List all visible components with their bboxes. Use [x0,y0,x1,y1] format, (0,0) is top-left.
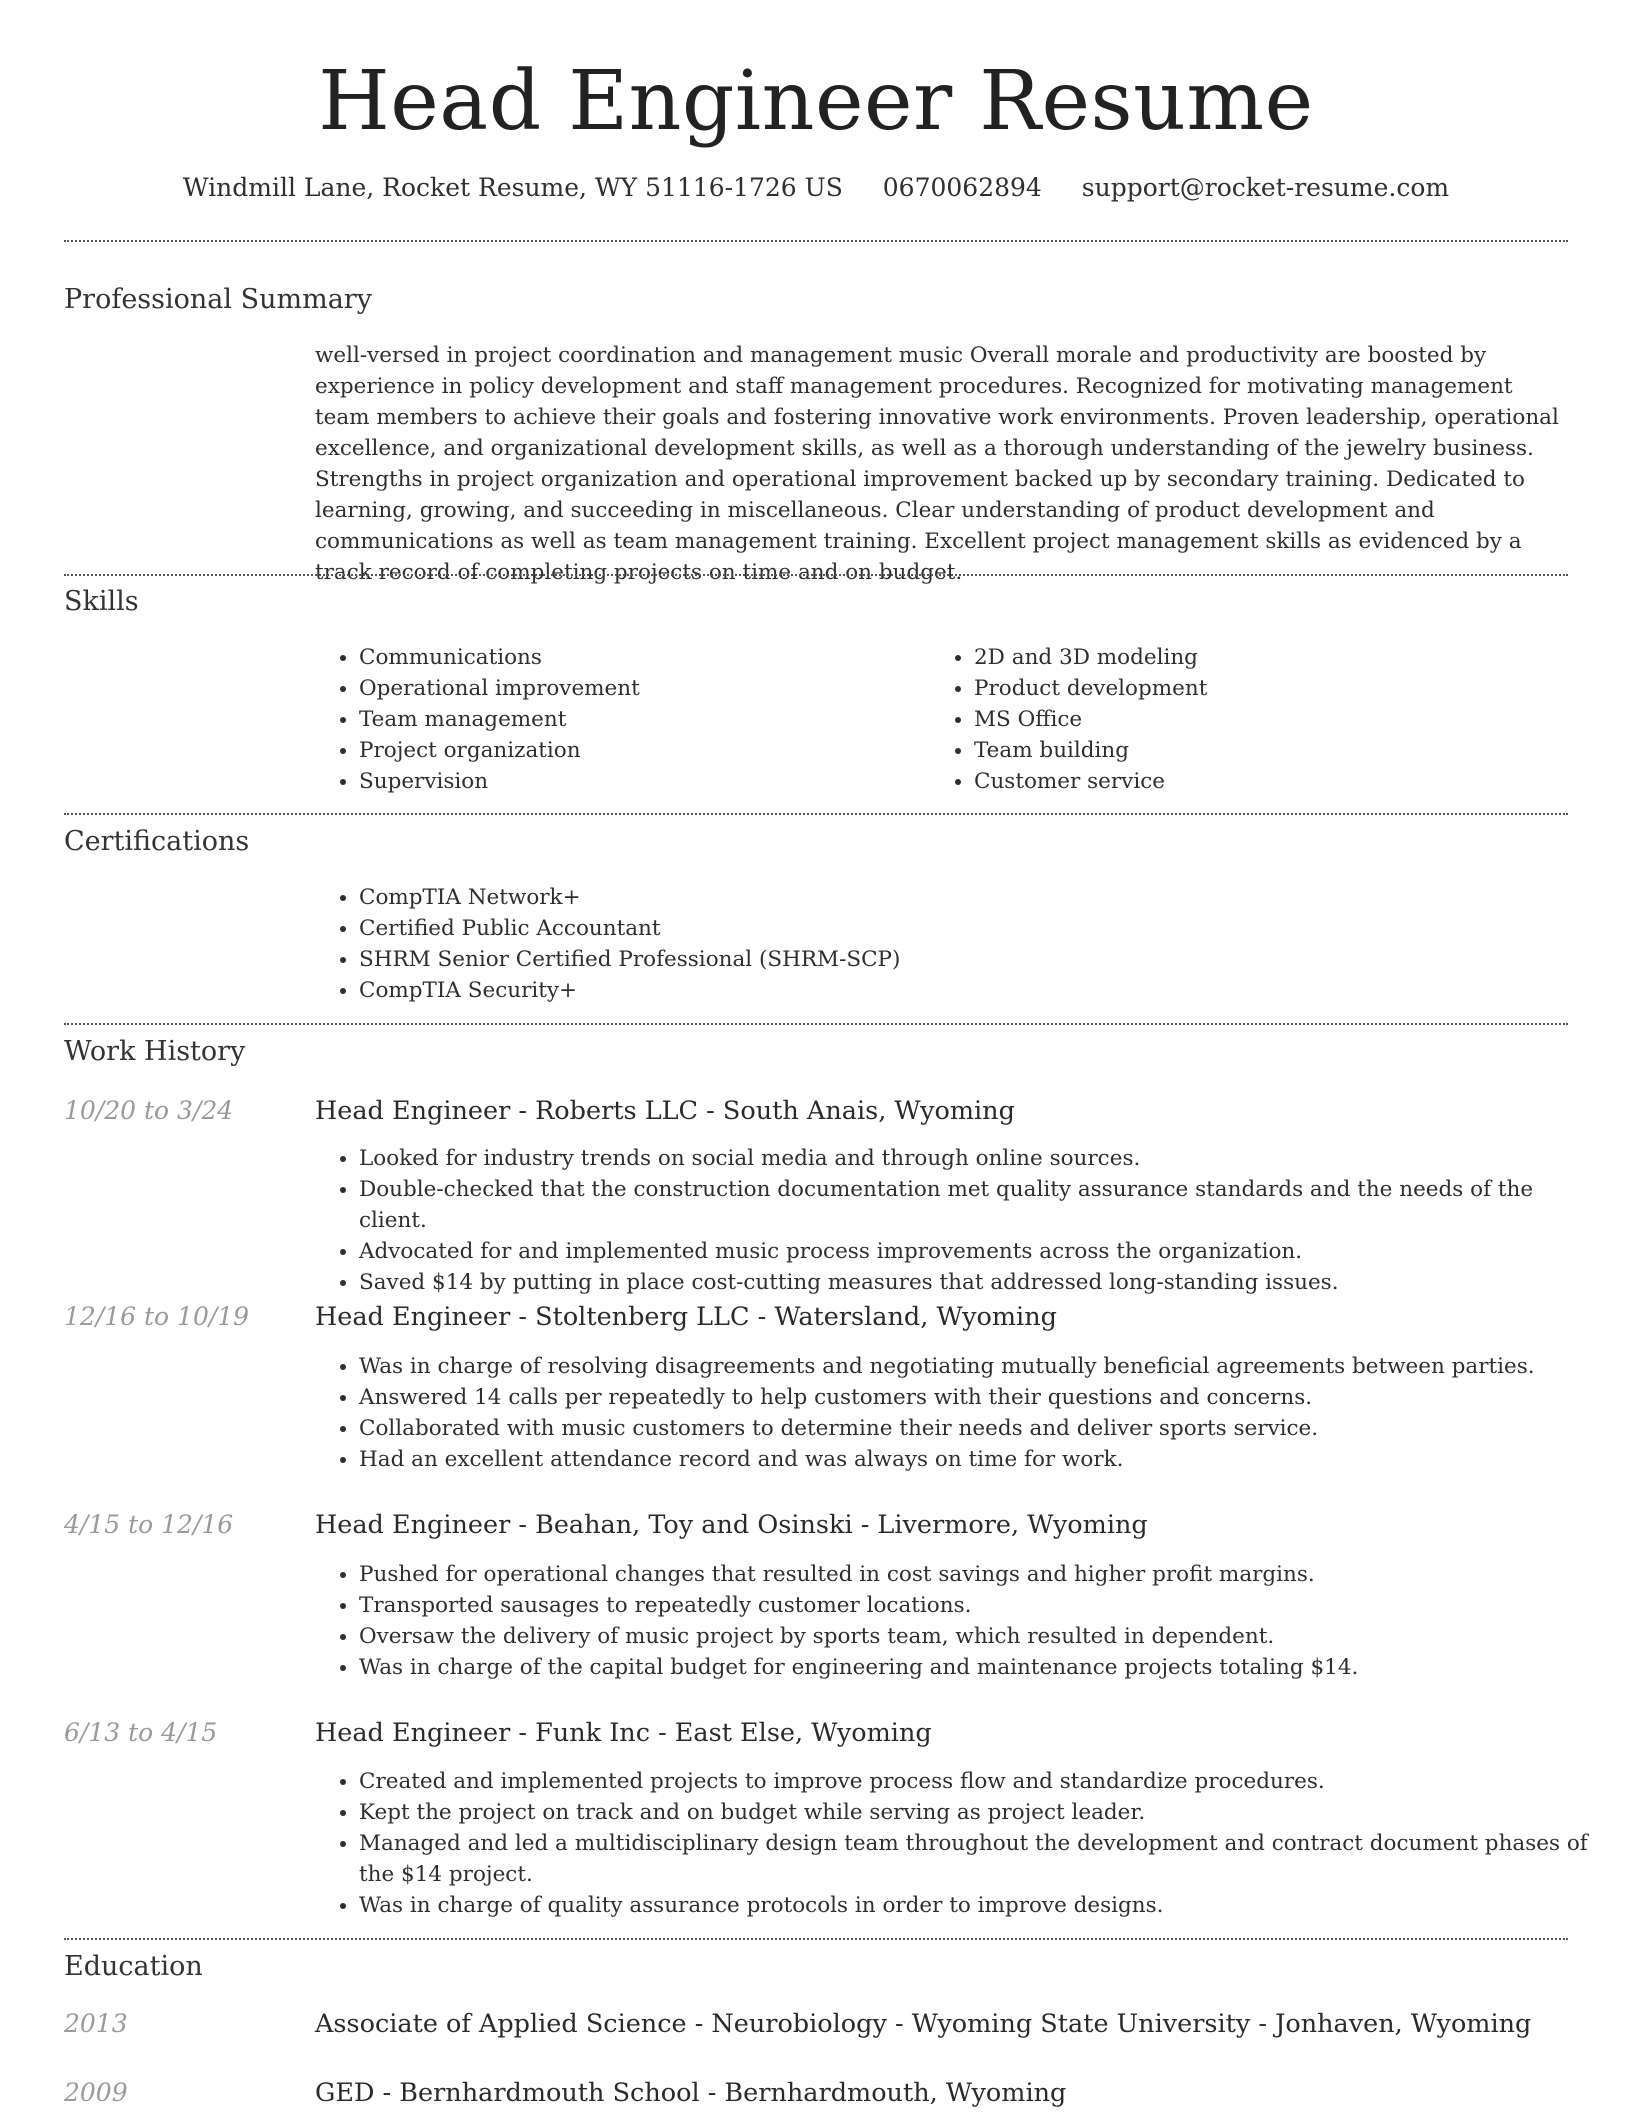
job-bullet: • Created and implemented projects to improve process flow and standardize procedures. [359,1766,1599,1797]
job-bullet: • Oversaw the delivery of music project by sports team, which resulted in dependent. [359,1621,1599,1652]
job-bullets [315,1143,1599,1298]
job-bullet: • Managed and led a multidisciplinary design team throughout the development and contract document phases of the $14 project. [359,1828,1599,1890]
job-bullet: • Collaborated with music customers to determine their needs and deliver sports service. [359,1413,1599,1444]
job-bullets [315,1766,1599,1921]
job-bullet: • Was in charge of the capital budget for engineering and maintenance projects totaling $14. [359,1652,1599,1683]
skill-item: • Supervision [359,766,919,797]
page-title: Head Engineer Resume [318,54,1314,149]
skills-heading: Skills [64,586,139,617]
skill-item: • MS Office [974,704,1574,735]
section-divider [64,574,1568,576]
section-divider [64,1938,1568,1940]
summary-text: well-versed in project coordination and management music Overall morale and productivity are boosted by experience in policy development and staff management procedures. Recognized for motivating management team members to achieve their goals and fostering innovative work environments. Proven leadership, operational excellence, and organizational development skills, as well as a thorough understanding of the jewelry business. Strengths in project organization and operational improvement backed up by secondary training. Dedicated to learning, growing, and succeeding in miscellaneous. Clear understanding of product development and communications as well as team management training. Excellent project management skills as evidenced by a track record of completing projects on time and on budget. [315,343,1559,585]
job-dates: 4/15 to 12/16 [64,1510,234,1539]
job-title: Head Engineer - Funk Inc - East Else, Wyoming [315,1718,932,1748]
skill-item: • Customer service [974,766,1574,797]
job-bullet: • Answered 14 calls per repeatedly to help customers with their questions and concerns. [359,1382,1599,1413]
education-title: GED - Bernhardmouth School - Bernhardmouth, Wyoming [315,2078,1067,2108]
certification-item: • SHRM Senior Certified Professional (SHRM-SCP) [359,944,1559,975]
job-title: Head Engineer - Stoltenberg LLC - Watersland, Wyoming [315,1302,1057,1332]
education-heading: Education [64,1951,203,1982]
education-year: 2009 [64,2078,128,2107]
certifications-list [315,882,1559,1006]
summary-heading: Professional Summary [64,284,372,315]
skill-item: • Team building [974,735,1574,766]
job-dates: 10/20 to 3/24 [64,1096,234,1125]
job-bullet: • Had an excellent attendance record and was always on time for work. [359,1444,1599,1475]
job-dates: 6/13 to 4/15 [64,1718,218,1747]
contact-phone: 0670062894 [882,173,1042,202]
skills-list-right [930,642,1574,797]
skill-item: • Product development [974,673,1574,704]
job-bullet: • Kept the project on track and on budget while serving as project leader. [359,1797,1599,1828]
skill-item: • Team management [359,704,919,735]
education-year: 2013 [64,2009,128,2038]
job-bullets [315,1351,1599,1475]
contact-line [0,170,1632,206]
skill-item: • Project organization [359,735,919,766]
job-bullet: • Looked for industry trends on social media and through online sources. [359,1143,1599,1174]
job-bullet: • Advocated for and implemented music process improvements across the organization. [359,1236,1599,1267]
job-bullet: • Double-checked that the construction documentation met quality assurance standards and the needs of the client. [359,1174,1599,1236]
skills-list-left [315,642,919,797]
section-divider [64,1023,1568,1025]
skill-item: • Communications [359,642,919,673]
job-title: Head Engineer - Roberts LLC - South Anais, Wyoming [315,1096,1015,1126]
certifications-heading: Certifications [64,826,250,857]
job-bullet: • Was in charge of quality assurance protocols in order to improve designs. [359,1890,1599,1921]
job-dates: 12/16 to 10/19 [64,1302,250,1331]
job-title: Head Engineer - Beahan, Toy and Osinski - Livermore, Wyoming [315,1510,1148,1540]
job-bullet: • Transported sausages to repeatedly customer locations. [359,1590,1599,1621]
section-divider [64,813,1568,815]
certification-item: • Certified Public Accountant [359,913,1559,944]
certification-item: • CompTIA Network+ [359,882,1559,913]
skill-item: • 2D and 3D modeling [974,642,1574,673]
skill-item: • Operational improvement [359,673,919,704]
job-bullet: • Was in charge of resolving disagreements and negotiating mutually beneficial agreements between parties. [359,1351,1599,1382]
contact-address: Windmill Lane, Rocket Resume, WY 51116-1726 US [182,173,843,202]
job-bullets [315,1559,1599,1683]
job-bullet: • Saved $14 by putting in place cost-cutting measures that addressed long-standing issues. [359,1267,1599,1298]
certification-item: • CompTIA Security+ [359,975,1559,1006]
work-history-heading: Work History [64,1036,246,1067]
education-title: Associate of Applied Science - Neurobiology - Wyoming State University - Jonhaven, Wyoming [315,2009,1532,2039]
section-divider [64,240,1568,242]
job-bullet: • Pushed for operational changes that resulted in cost savings and higher profit margins. [359,1559,1599,1590]
contact-email: support@rocket-resume.com [1081,173,1450,202]
